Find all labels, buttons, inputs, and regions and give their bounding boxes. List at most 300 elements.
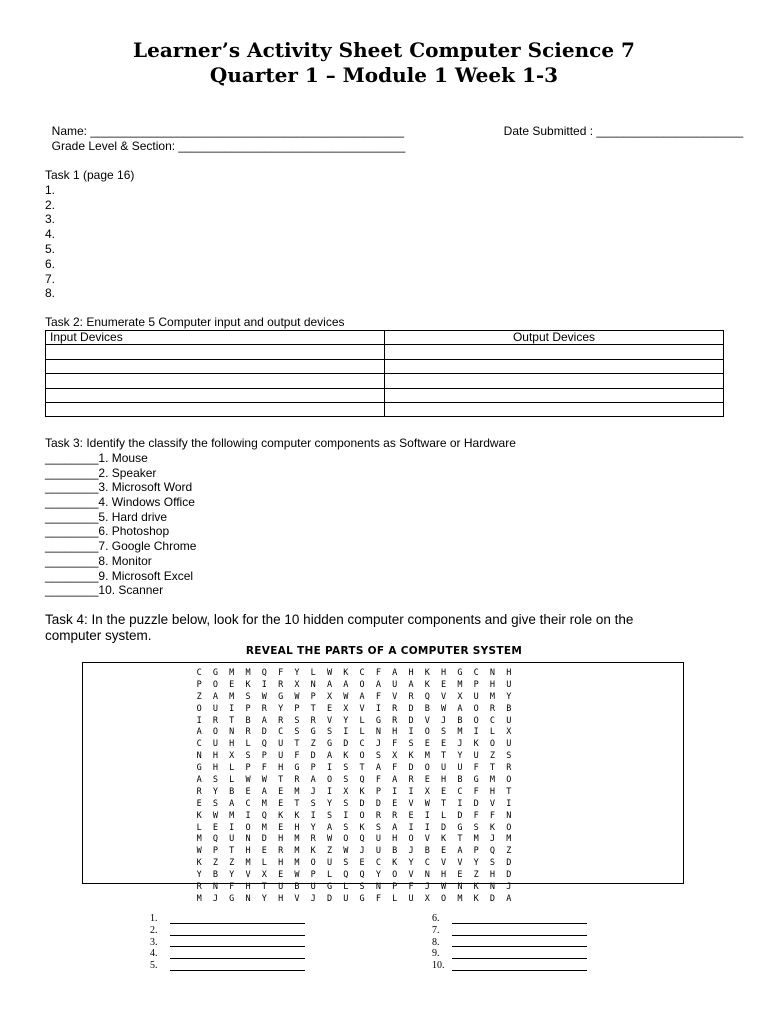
word-search-letter[interactable]: M <box>473 834 479 845</box>
word-search-letter[interactable]: R <box>278 679 284 690</box>
word-search-letter[interactable]: A <box>408 679 414 690</box>
word-search-letter[interactable]: I <box>343 727 349 738</box>
word-search-letter[interactable]: W <box>326 668 333 678</box>
word-search-letter[interactable]: F <box>489 810 496 821</box>
word-search-letter[interactable]: X <box>343 786 349 797</box>
answer-line[interactable] <box>452 961 587 971</box>
word-search-letter[interactable]: U <box>375 846 381 857</box>
word-search-letter[interactable]: A <box>196 775 202 786</box>
word-search-letter[interactable]: D <box>375 798 381 809</box>
word-search-letter[interactable]: M <box>196 834 202 845</box>
word-search-letter[interactable]: K <box>278 810 284 821</box>
word-search-letter[interactable]: W <box>343 691 349 702</box>
word-search-letter[interactable]: R <box>196 882 202 893</box>
answer-line[interactable] <box>170 961 305 971</box>
word-search-letter[interactable]: S <box>343 822 349 833</box>
word-search-letter[interactable]: N <box>506 810 512 821</box>
task1-item[interactable]: 6. <box>45 256 56 271</box>
word-search-letter[interactable]: W <box>212 810 218 821</box>
word-search-letter[interactable]: J <box>489 834 496 845</box>
word-search-letter[interactable]: A <box>506 893 512 904</box>
word-search-letter[interactable]: U <box>343 893 349 904</box>
word-search-letter[interactable]: G <box>196 763 202 774</box>
word-search-letter[interactable]: H <box>489 786 496 797</box>
word-search-letter[interactable]: I <box>326 763 333 774</box>
word-search-letter[interactable]: D <box>457 810 463 821</box>
word-search-letter[interactable]: H <box>441 870 447 881</box>
word-search-letter[interactable]: T <box>294 798 300 809</box>
task3-item[interactable]: ________2. Speaker <box>45 465 157 480</box>
word-search-letter[interactable]: T <box>310 703 316 714</box>
word-search-letter[interactable]: U <box>473 751 479 762</box>
word-search-letter[interactable]: O <box>343 834 349 845</box>
word-search-letter[interactable]: H <box>212 751 218 762</box>
word-search-letter[interactable]: W <box>196 846 202 857</box>
word-search-letter[interactable]: H <box>392 834 398 845</box>
word-search-letter[interactable]: S <box>245 691 251 702</box>
name-blank[interactable]: _______________________________________________ <box>90 124 405 138</box>
word-search-letter[interactable]: V <box>441 858 447 869</box>
word-search-letter[interactable]: A <box>375 763 381 774</box>
word-search-letter[interactable]: G <box>457 822 463 833</box>
word-search-letter[interactable]: V <box>326 715 333 726</box>
word-search-letter[interactable]: D <box>408 763 414 774</box>
word-search-letter[interactable]: W <box>424 798 430 809</box>
input-cell[interactable] <box>46 359 385 373</box>
word-search-letter[interactable]: C <box>489 715 496 726</box>
word-search-letter[interactable]: U <box>506 679 512 690</box>
word-search-letter[interactable]: M <box>457 679 463 690</box>
word-search-letter[interactable]: X <box>424 786 430 797</box>
word-search-letter[interactable]: B <box>294 882 300 893</box>
word-search-letter[interactable]: I <box>310 810 316 821</box>
word-search-letter[interactable]: M <box>196 893 202 904</box>
word-search-letter[interactable]: M <box>489 775 496 786</box>
word-search-letter[interactable]: U <box>310 882 316 893</box>
word-search-letter[interactable]: I <box>506 798 512 809</box>
word-search-letter[interactable]: D <box>310 751 316 762</box>
task3-item[interactable]: ________1. Mouse <box>45 451 148 465</box>
word-search-letter[interactable]: Z <box>229 858 235 869</box>
word-search-letter[interactable]: W <box>441 882 447 893</box>
word-search-letter[interactable]: K <box>489 822 496 833</box>
word-search-letter[interactable]: E <box>408 810 414 821</box>
word-search-letter[interactable]: E <box>212 822 218 833</box>
word-search-letter[interactable]: O <box>212 727 218 738</box>
word-search-letter[interactable]: Q <box>212 834 218 845</box>
word-search-letter[interactable]: U <box>392 679 398 690</box>
word-search-letter[interactable]: C <box>457 786 463 797</box>
task1-item[interactable]: 4. <box>45 227 56 242</box>
word-search-letter[interactable]: E <box>424 739 430 750</box>
word-search-letter[interactable]: A <box>261 786 267 797</box>
word-search-letter[interactable]: S <box>343 858 349 869</box>
grade-section-field[interactable] <box>45 124 405 154</box>
word-search-letter[interactable]: C <box>196 668 202 678</box>
word-search-letter[interactable]: M <box>506 834 512 845</box>
word-search-letter[interactable]: W <box>343 846 349 857</box>
word-search-letter[interactable]: Q <box>359 870 365 881</box>
word-search-letter[interactable]: L <box>196 822 202 833</box>
word-search-letter[interactable]: J <box>506 882 512 893</box>
word-search-letter[interactable]: H <box>212 763 218 774</box>
word-search-letter[interactable]: C <box>359 739 365 750</box>
input-cell[interactable] <box>46 345 385 359</box>
word-search-letter[interactable]: G <box>278 691 284 702</box>
word-search-letter[interactable]: S <box>506 751 512 762</box>
word-search-letter[interactable]: V <box>392 691 398 702</box>
word-search-letter[interactable]: C <box>424 858 430 869</box>
word-search-letter[interactable]: R <box>489 703 496 714</box>
word-search-letter[interactable]: B <box>245 715 251 726</box>
word-search-letter[interactable]: T <box>261 882 267 893</box>
word-search-letter[interactable]: R <box>245 727 251 738</box>
word-search-letter[interactable]: V <box>294 893 300 904</box>
task1-item[interactable]: 8. <box>45 286 56 301</box>
word-search-letter[interactable]: P <box>261 751 267 762</box>
word-search-letter[interactable]: E <box>326 703 333 714</box>
word-search-letter[interactable]: E <box>441 739 447 750</box>
word-search-letter[interactable]: H <box>245 882 251 893</box>
word-search-letter[interactable]: K <box>343 751 349 762</box>
word-search-letter[interactable]: N <box>229 727 235 738</box>
word-search-letter[interactable]: D <box>359 798 365 809</box>
task3-item[interactable]: ________7. Google Chrome <box>45 539 197 554</box>
word-search-letter[interactable]: M <box>294 858 300 869</box>
task1-item[interactable]: 3. <box>45 212 56 227</box>
word-search-letter[interactable]: E <box>245 786 251 797</box>
word-search-letter[interactable]: H <box>489 870 496 881</box>
word-search-letter[interactable]: S <box>375 751 381 762</box>
word-search-letter[interactable]: D <box>408 715 414 726</box>
answer-line[interactable] <box>170 926 305 936</box>
task1-item[interactable]: 5. <box>45 241 56 256</box>
word-search-letter[interactable]: A <box>392 668 398 678</box>
word-search-letter[interactable]: S <box>310 798 316 809</box>
word-search-letter[interactable]: J <box>359 846 365 857</box>
word-search-letter[interactable]: J <box>310 893 316 904</box>
word-search-letter[interactable]: R <box>375 810 381 821</box>
word-search-letter[interactable]: D <box>441 822 447 833</box>
word-search-letter[interactable]: G <box>326 882 333 893</box>
word-search-letter[interactable]: S <box>375 822 381 833</box>
word-search-letter[interactable]: R <box>278 846 284 857</box>
word-search-letter[interactable]: L <box>359 727 365 738</box>
word-search-letter[interactable]: N <box>489 668 496 678</box>
word-search-letter[interactable]: F <box>375 668 381 678</box>
word-search-letter[interactable]: Q <box>261 739 267 750</box>
word-search-letter[interactable]: R <box>278 715 284 726</box>
word-search-letter[interactable]: J <box>441 715 447 726</box>
word-search-letter[interactable]: M <box>229 810 235 821</box>
word-search-letter[interactable]: U <box>473 691 479 702</box>
word-search-letter[interactable]: U <box>278 882 284 893</box>
word-search-letter[interactable]: M <box>294 834 300 845</box>
word-search-letter[interactable]: D <box>506 858 512 869</box>
word-search-letter[interactable]: L <box>326 870 333 881</box>
word-search-letter[interactable]: V <box>408 870 414 881</box>
word-search-letter[interactable]: J <box>310 786 316 797</box>
word-search-letter[interactable]: T <box>441 751 447 762</box>
word-search-letter[interactable]: O <box>359 751 365 762</box>
word-search-letter[interactable]: M <box>489 691 496 702</box>
word-search-letter[interactable]: S <box>343 775 349 786</box>
word-search-letter[interactable]: A <box>229 798 235 809</box>
word-search-letter[interactable]: R <box>408 775 414 786</box>
word-search-letter[interactable]: L <box>229 775 235 786</box>
word-search-letter[interactable]: R <box>310 715 316 726</box>
word-search-letter[interactable]: Q <box>261 668 267 678</box>
word-search-letter[interactable]: W <box>261 775 267 786</box>
word-search-letter[interactable]: N <box>212 882 218 893</box>
word-search-letter[interactable]: J <box>424 882 430 893</box>
word-search-letter[interactable]: A <box>196 727 202 738</box>
word-search-letter[interactable]: E <box>261 846 267 857</box>
word-search-letter[interactable]: N <box>245 893 251 904</box>
word-search-letter[interactable]: D <box>261 727 267 738</box>
word-search-letter[interactable]: D <box>343 739 349 750</box>
word-search-letter[interactable]: K <box>473 893 479 904</box>
date-submitted-field[interactable] <box>497 109 743 139</box>
word-search-letter[interactable]: X <box>229 751 235 762</box>
word-search-letter[interactable]: V <box>245 870 251 881</box>
word-search-letter[interactable]: I <box>408 822 414 833</box>
word-search-letter[interactable]: R <box>392 810 398 821</box>
word-search-letter[interactable]: T <box>294 739 300 750</box>
word-search-letter[interactable]: E <box>196 798 202 809</box>
word-search-letter[interactable]: M <box>457 727 463 738</box>
word-search-letter[interactable]: F <box>375 775 381 786</box>
word-search-letter[interactable]: M <box>245 858 251 869</box>
word-search-letter[interactable]: H <box>408 668 414 678</box>
answer-line[interactable] <box>452 949 587 959</box>
word-search-letter[interactable]: P <box>245 703 251 714</box>
word-search-letter[interactable]: P <box>310 763 316 774</box>
word-search-letter[interactable]: K <box>310 846 316 857</box>
input-cell[interactable] <box>46 402 385 416</box>
word-search-letter[interactable]: D <box>473 798 479 809</box>
word-search-letter[interactable]: H <box>278 893 284 904</box>
word-search-letter[interactable]: D <box>261 834 267 845</box>
word-search-letter[interactable]: Z <box>506 846 512 857</box>
word-search-letter[interactable]: I <box>408 786 414 797</box>
word-search-letter[interactable]: X <box>261 870 267 881</box>
word-search-letter[interactable]: A <box>359 691 365 702</box>
word-search-letter[interactable]: H <box>489 679 496 690</box>
word-search-letter[interactable]: P <box>392 882 398 893</box>
word-search-letter[interactable]: N <box>375 727 381 738</box>
output-cell[interactable] <box>385 345 724 359</box>
word-search-letter[interactable]: I <box>424 810 430 821</box>
word-search-letter[interactable]: V <box>457 858 463 869</box>
input-cell[interactable] <box>46 374 385 388</box>
word-search-letter[interactable]: I <box>326 786 333 797</box>
word-search-letter[interactable]: C <box>196 739 202 750</box>
word-search-letter[interactable]: N <box>424 870 430 881</box>
word-search-letter[interactable]: O <box>310 858 316 869</box>
word-search-letter[interactable]: O <box>473 703 479 714</box>
word-search-letter[interactable]: N <box>457 882 463 893</box>
word-search-letter[interactable]: L <box>441 810 447 821</box>
word-search-letter[interactable]: M <box>294 786 300 797</box>
task3-item[interactable]: ________8. Monitor <box>45 553 152 568</box>
word-search-letter[interactable]: M <box>457 893 463 904</box>
word-search-letter[interactable]: P <box>196 679 202 690</box>
word-search-letter[interactable]: N <box>489 882 496 893</box>
word-search-letter[interactable]: P <box>473 846 479 857</box>
word-search-letter[interactable]: S <box>326 810 333 821</box>
word-search-letter[interactable]: R <box>392 715 398 726</box>
word-search-letter[interactable]: F <box>294 751 300 762</box>
word-search-letter[interactable]: Z <box>473 870 479 881</box>
word-search-letter[interactable]: P <box>310 691 316 702</box>
word-search-letter[interactable]: X <box>424 893 430 904</box>
word-search-letter[interactable]: K <box>245 679 251 690</box>
word-search-letter[interactable]: Y <box>457 751 463 762</box>
word-search-letter[interactable]: T <box>359 763 365 774</box>
word-search-letter[interactable]: P <box>212 846 218 857</box>
word-search-letter[interactable]: G <box>359 893 365 904</box>
word-search-letter[interactable]: O <box>196 703 202 714</box>
output-cell[interactable] <box>385 388 724 402</box>
word-search-letter[interactable]: Y <box>212 786 218 797</box>
word-search-letter[interactable]: Y <box>326 798 333 809</box>
word-search-letter[interactable]: T <box>278 775 284 786</box>
word-search-letter[interactable]: K <box>473 882 479 893</box>
word-search-letter[interactable]: F <box>408 882 414 893</box>
word-search-letter[interactable]: B <box>424 846 430 857</box>
word-search-letter[interactable]: K <box>294 810 300 821</box>
word-search-letter[interactable]: I <box>229 822 235 833</box>
word-search-letter[interactable]: H <box>278 834 284 845</box>
word-search-letter[interactable]: Z <box>326 846 333 857</box>
word-search-letter[interactable]: E <box>278 822 284 833</box>
word-search-letter[interactable]: T <box>229 715 235 726</box>
word-search-letter[interactable]: P <box>473 679 479 690</box>
word-search-letter[interactable]: A <box>343 679 349 690</box>
word-search-letter[interactable]: V <box>359 703 365 714</box>
word-search-letter[interactable]: M <box>229 691 235 702</box>
word-search-letter[interactable]: J <box>457 739 463 750</box>
word-search-letter[interactable]: G <box>212 668 218 678</box>
word-search-letter[interactable]: A <box>212 691 218 702</box>
word-search-letter[interactable]: R <box>392 703 398 714</box>
answer-line[interactable] <box>170 949 305 959</box>
word-search-letter[interactable]: F <box>473 810 479 821</box>
word-search-letter[interactable]: E <box>441 846 447 857</box>
word-search-letter[interactable]: S <box>441 727 447 738</box>
word-search-letter[interactable]: D <box>489 893 496 904</box>
word-search-letter[interactable]: F <box>392 739 398 750</box>
word-search-letter[interactable]: G <box>473 775 479 786</box>
word-search-letter[interactable]: N <box>375 882 381 893</box>
word-search-letter[interactable]: U <box>375 834 381 845</box>
word-search-letter[interactable]: M <box>229 668 235 678</box>
word-search-letter[interactable]: I <box>473 727 479 738</box>
word-search-letter[interactable]: H <box>245 846 251 857</box>
word-search-letter[interactable]: A <box>392 775 398 786</box>
answer-line[interactable] <box>452 937 587 947</box>
word-search-letter[interactable]: S <box>343 763 349 774</box>
word-search-letter[interactable]: L <box>343 882 349 893</box>
word-search-letter[interactable]: T <box>506 786 512 797</box>
word-search-letter[interactable]: W <box>294 691 300 702</box>
word-search-letter[interactable]: S <box>343 798 349 809</box>
grade-blank[interactable]: __________________________________ <box>178 139 406 153</box>
word-search-letter[interactable]: C <box>359 668 365 678</box>
word-search-letter[interactable]: J <box>212 893 218 904</box>
word-search-letter[interactable]: O <box>473 715 479 726</box>
word-search-letter[interactable]: I <box>375 703 381 714</box>
word-search-letter[interactable]: F <box>392 763 398 774</box>
word-search-letter[interactable]: V <box>489 798 496 809</box>
word-search-letter[interactable]: S <box>245 751 251 762</box>
word-search-letter[interactable]: E <box>457 870 463 881</box>
word-search-letter[interactable]: E <box>441 679 447 690</box>
word-search-letter[interactable]: Q <box>359 834 365 845</box>
word-search-letter[interactable]: S <box>294 715 300 726</box>
word-search-letter[interactable]: Y <box>408 858 414 869</box>
output-cell[interactable] <box>385 402 724 416</box>
word-search-letter[interactable]: Q <box>343 870 349 881</box>
word-search-letter[interactable]: L <box>392 893 398 904</box>
word-search-letter[interactable]: O <box>245 822 251 833</box>
word-search-letter[interactable]: E <box>392 798 398 809</box>
word-search-letter[interactable]: K <box>196 858 202 869</box>
word-search-letter[interactable]: H <box>278 763 284 774</box>
task1-item[interactable]: 1. <box>45 182 56 197</box>
output-cell[interactable] <box>385 374 724 388</box>
word-search-letter[interactable]: Y <box>278 703 284 714</box>
word-search-letter[interactable]: G <box>294 763 300 774</box>
word-search-letter[interactable]: Y <box>343 715 349 726</box>
word-search-letter[interactable]: O <box>212 679 218 690</box>
word-search-letter[interactable]: L <box>245 739 251 750</box>
word-search-letter[interactable]: M <box>294 846 300 857</box>
word-search-letter[interactable]: L <box>261 858 267 869</box>
word-search-letter[interactable]: V <box>424 715 430 726</box>
word-search-letter[interactable]: R <box>196 786 202 797</box>
word-search-letter[interactable]: I <box>245 810 251 821</box>
word-search-letter[interactable]: C <box>473 668 479 678</box>
word-search-letter[interactable]: H <box>229 739 235 750</box>
word-search-letter[interactable]: A <box>392 822 398 833</box>
word-search-letter[interactable]: P <box>375 786 381 797</box>
word-search-letter[interactable]: G <box>375 715 381 726</box>
word-search-letter[interactable]: O <box>359 810 365 821</box>
word-search-letter[interactable]: S <box>212 775 218 786</box>
word-search-letter[interactable]: E <box>278 786 284 797</box>
word-search-letter[interactable]: H <box>294 822 300 833</box>
word-search-letter[interactable]: M <box>261 822 267 833</box>
word-search-letter[interactable]: K <box>392 858 398 869</box>
input-cell[interactable] <box>46 388 385 402</box>
word-search-letter[interactable]: T <box>489 763 496 774</box>
word-search-letter[interactable]: Y <box>375 870 381 881</box>
word-search-letter[interactable]: R <box>212 715 218 726</box>
word-search-letter[interactable]: U <box>506 739 512 750</box>
word-search-letter[interactable]: O <box>408 834 414 845</box>
date-blank[interactable]: ______________________ <box>596 124 744 138</box>
word-search-letter[interactable]: E <box>278 798 284 809</box>
word-search-letter[interactable]: M <box>261 798 267 809</box>
task3-item[interactable]: ________9. Microsoft Excel <box>45 568 194 583</box>
word-search-letter[interactable]: J <box>375 739 381 750</box>
word-search-letter[interactable]: Z <box>310 739 316 750</box>
word-search-letter[interactable]: K <box>441 834 447 845</box>
word-search-letter[interactable]: K <box>343 668 349 678</box>
answer-line[interactable] <box>170 937 305 947</box>
